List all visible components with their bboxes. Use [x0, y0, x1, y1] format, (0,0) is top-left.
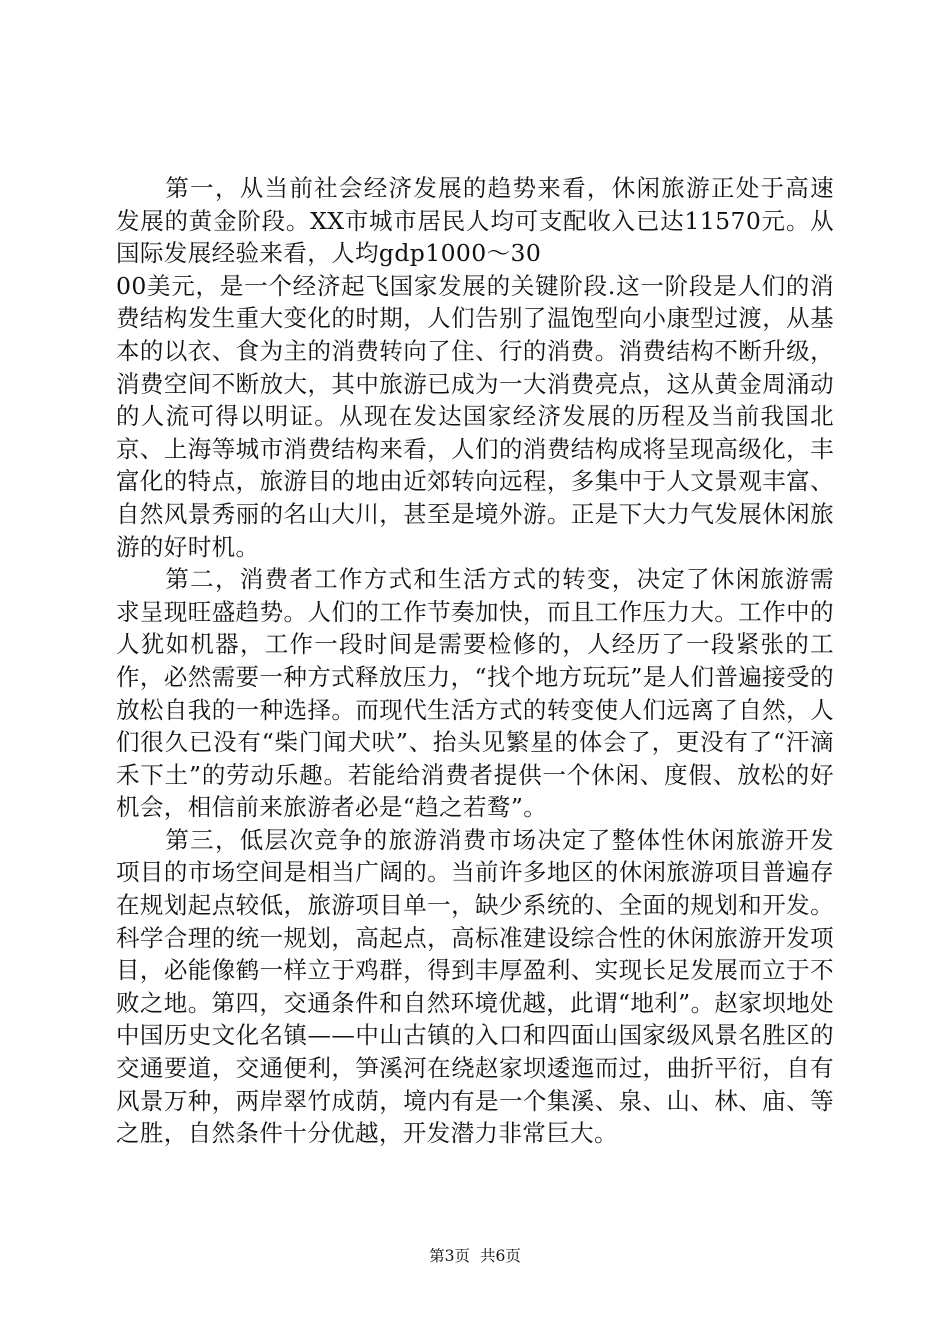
paragraph-3: 第二，消费者工作方式和生活方式的转变，决定了休闲旅游需求呈现旺盛趋势。人们的工作节奏加快，而且工作压力大。工作中的人犹如机器，工作一段时间是需要检修的，人经历了一段紧张的工作，必然需要一种方式释放压力，“找个地方玩玩”是人们普遍接受的放松自我的一种选择。而现代生活方式的转变使人们远离了自然，人们很久已没有“柴门闻犬吠”、抬头见繁星的体会了，更没有了“汗滴禾下土”的劳动乐趣。若能给消费者提供一个休闲、度假、放松的好机会，相信前来旅游者必是“趋之若鹜”。	[116, 565, 834, 822]
total-pages: 共6页	[480, 1247, 521, 1265]
page-number: 第3页	[429, 1247, 470, 1265]
paragraph-2: 00美元，是一个经济起飞国家发展的关键阶段.这一阶段是人们的消费结构发生重大变化的时期，人们告别了温饱型向小康型过渡，从基本的以衣、食为主的消费转向了住、行的消费。消费结构不断升级，消费空间不断放大，其中旅游已成为一大消费亮点，这从黄金周涌动的人流可得以明证。从现在发达国家经济发展的历程及当前我国北京、上海等城市消费结构来看，人们的消费结构成将呈现高级化，丰富化的特点，旅游目的地由近郊转向远程，多集中于人文景观丰富、自然风景秀丽的名山大川，甚至是境外游。正是下大力气发展休闲旅游的好时机。	[116, 271, 834, 561]
page-footer	[0, 1244, 950, 1266]
paragraph-4: 第三，低层次竞争的旅游消费市场决定了整体性休闲旅游开发项目的市场空间是相当广阔的。当前许多地区的休闲旅游项目普遍存在规划起点较低，旅游项目单一，缺少系统的、全面的规划和开发。科学合理的统一规划，高起点，高标准建设综合性的休闲旅游开发项目，必能像鹤一样立于鸡群，得到丰厚盈利、实现长足发展而立于不败之地。第四，交通条件和自然环境优越，此谓“地利”。赵家坝地处中国历史文化名镇——中山古镇的入口和四面山国家级风景名胜区的交通要道，交通便利，笋溪河在绕赵家坝逶迤而过，曲折平衍，自有风景万种，两岸翠竹成荫，境内有是一个集溪、泉、山、林、庙、等之胜，自然条件十分优越，开发潜力非常巨大。	[116, 825, 834, 1148]
paragraph-1: 第一，从当前社会经济发展的趋势来看，休闲旅游正处于高速发展的黄金阶段。XX市城市居民人均可支配收入已达11570元。从国际发展经验来看，人均gdp1000～30	[116, 174, 834, 268]
document-body	[116, 172, 834, 1150]
